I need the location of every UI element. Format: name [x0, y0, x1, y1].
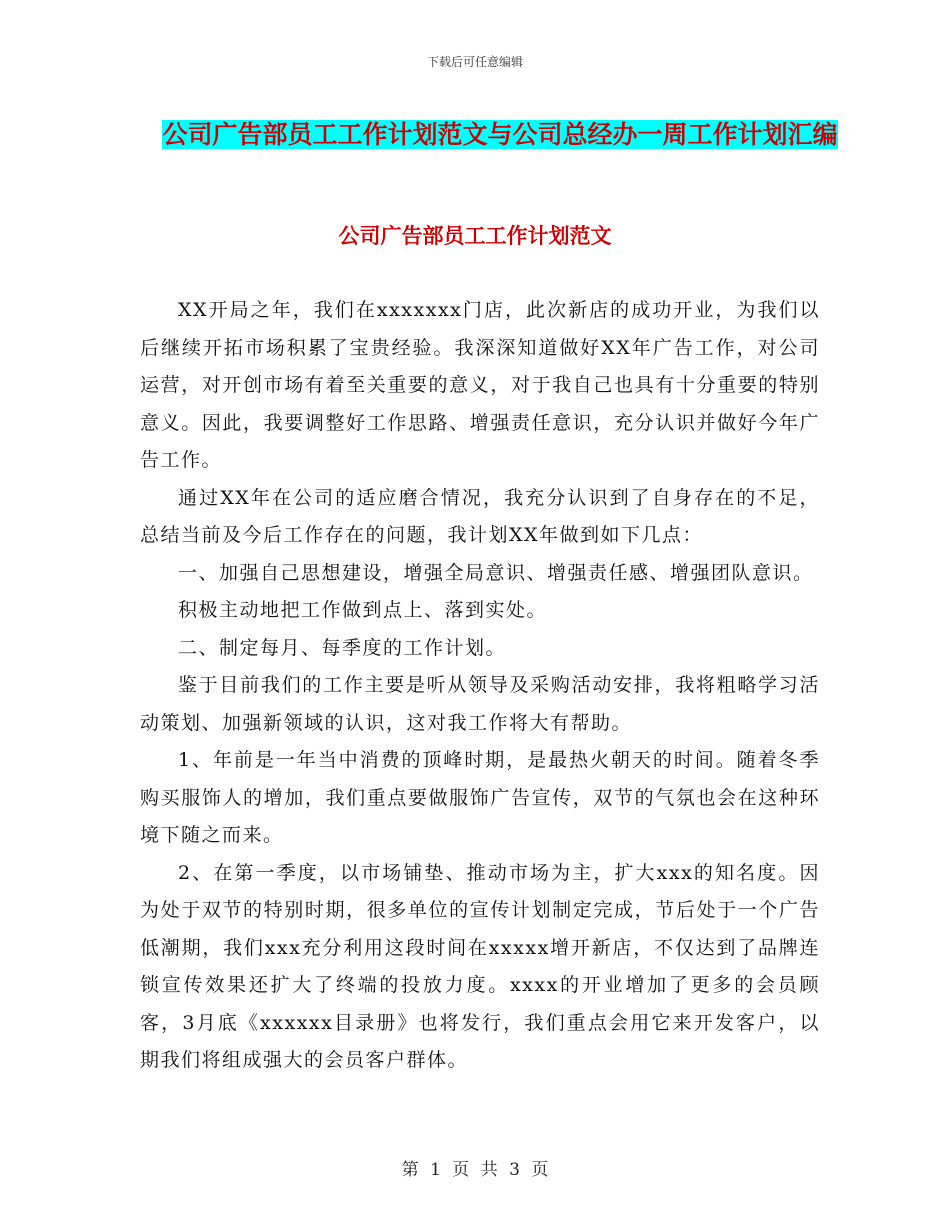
section-title: 公司广告部员工工作计划范文 [338, 224, 612, 248]
document-body [140, 292, 820, 1080]
paragraph-6: 鉴于目前我们的工作主要是听从领导及采购活动安排，我将粗略学习活动策划、加强新领域的认识，这对我工作将大有帮助。 [140, 674, 820, 734]
paragraph-5: 二、制定每月、每季度的工作计划。 [178, 636, 507, 659]
paragraph-4: 积极主动地把工作做到点上、落到实处。 [178, 599, 548, 621]
paragraph-3: 一、加强自己思想建设，增强全局意识、增强责任感、增强团队意识。 [178, 561, 814, 584]
paragraph-7: 1、年前是一年当中消费的顶峰时期，是最热火朝天的时间。随着冬季购买服饰人的增加，我们重点要做服饰广告宣传，双节的气氛也会在这种环境下随之而来。 [140, 749, 820, 846]
header-note: 下载后可任意编辑 [426, 55, 523, 69]
paragraph-1: XX开局之年，我们在xxxxxxx门店，此次新店的成功开业，为我们以后继续开拓市场积累了宝贵经验。我深深知道做好XX年广告工作，对公司运营，对开创市场有着至关重要的意义，对于我自己也具有十分重要的特别意义。因此，我要调整好工作思路、增强责任意识，充分认识并做好今年广告工作。 [140, 299, 820, 471]
paragraph-8: 2、在第一季度，以市场铺垫、推动市场为主，扩大xxx的知名度。因为处于双节的特别时期，很多单位的宣传计划制定完成，节后处于一个广告低潮期，我们xxx充分利用这段时间在xxxxx增开新店，不仅达到了品牌连锁宣传效果还扩大了终端的投放力度。xxxx的开业增加了更多的会员顾客，3月底《xxxxxx目录册》也将发行，我们重点会用它来开发客户，以期我们将组成强大的会员客户群体。 [140, 861, 820, 1071]
document-title-text: 公司广告部员工工作计划范文与公司总经办一周工作计划汇编 [162, 120, 838, 149]
paragraph-2: 通过XX年在公司的适应磨合情况，我充分认识到了自身存在的不足，总结当前及今后工作存在的问题，我计划XX年做到如下几点： [140, 486, 820, 546]
document-title [140, 112, 860, 158]
page-footer: 第 1 页 共 3 页 [401, 1160, 549, 1180]
